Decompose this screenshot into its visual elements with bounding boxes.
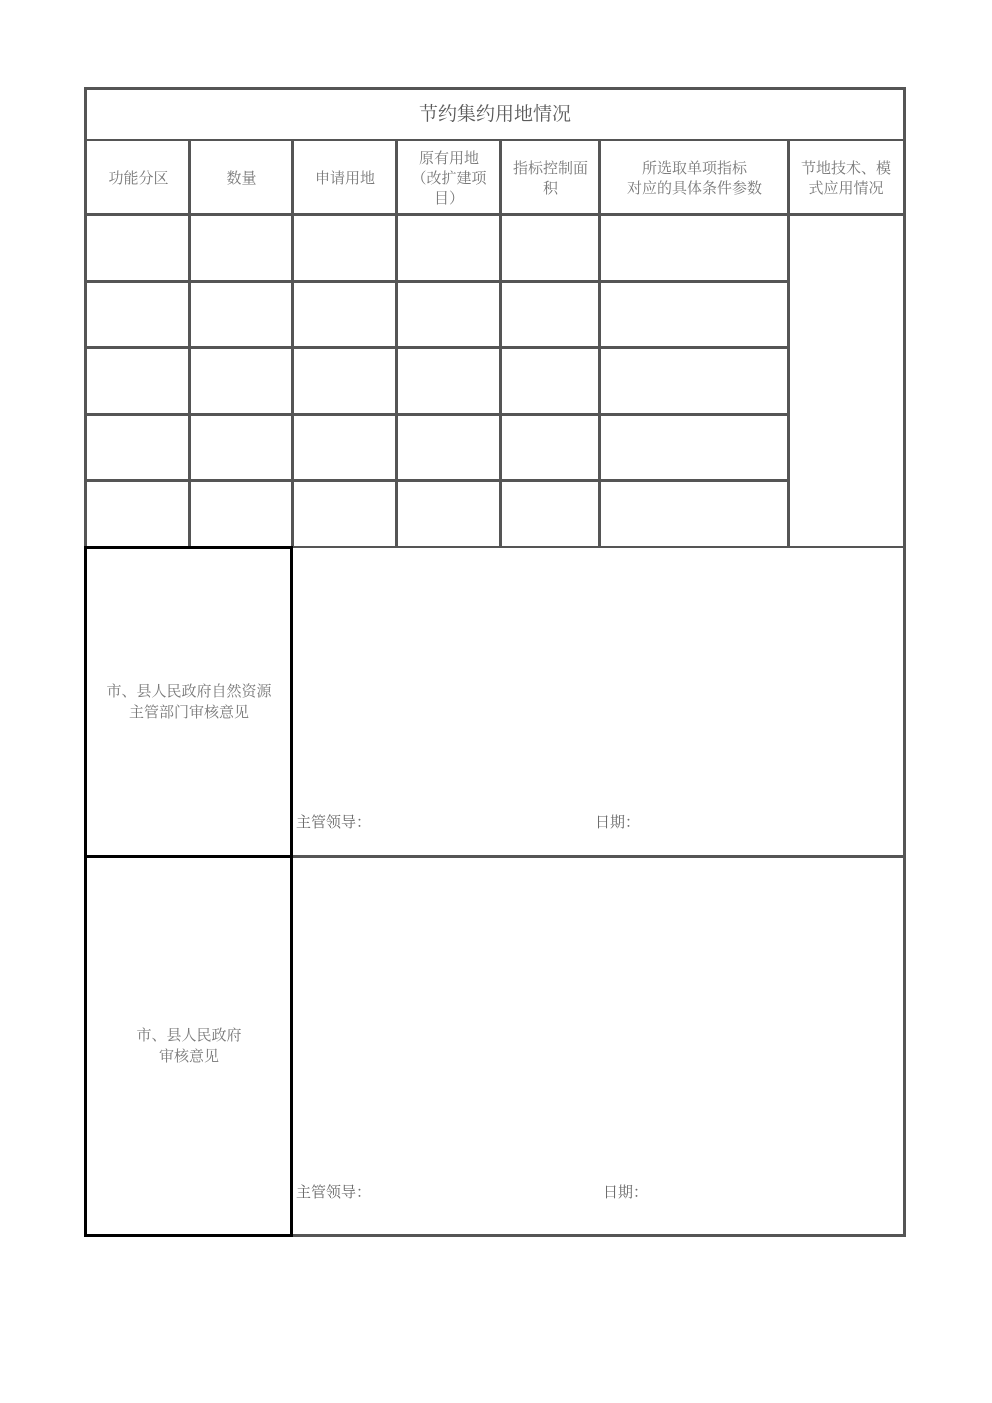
header-land-saving-tech-line2: 式应用情况 <box>808 178 884 197</box>
header-quantity <box>190 141 293 214</box>
header-indicator-area <box>501 141 600 214</box>
land-saving-tech-cell[interactable] <box>789 216 903 547</box>
header-quantity-text: 数量 <box>226 168 257 187</box>
header-requested-land <box>293 141 397 214</box>
title-divider <box>84 139 906 141</box>
label-box-natural-resources <box>84 546 293 858</box>
header-indicator-area-line1: 指标控制面 <box>512 158 588 177</box>
col-divider <box>499 140 502 548</box>
leader-label-2: 主管领导： <box>296 1183 372 1201</box>
form-title-text: 节约集约用地情况 <box>418 102 571 125</box>
header-existing-land-line1: 原有用地 <box>418 148 479 167</box>
header-condition-params <box>600 141 789 214</box>
header-condition-params-line1: 所选取单项指标 <box>641 158 747 177</box>
table-row[interactable] <box>87 415 789 479</box>
table-row[interactable] <box>87 216 789 280</box>
col-divider <box>188 140 191 548</box>
header-condition-params-line2: 对应的具体条件参数 <box>626 178 762 197</box>
table-row[interactable] <box>87 282 789 346</box>
col-divider <box>598 140 601 548</box>
review-label-government-line1: 市、县人民政府 <box>136 1026 242 1044</box>
header-existing-land <box>397 141 501 214</box>
header-land-saving-tech-line1: 节地技术、模 <box>800 158 891 177</box>
label-box-government <box>84 855 293 1237</box>
col-divider <box>395 140 398 548</box>
header-land-saving-tech <box>789 141 903 214</box>
header-existing-land-line3: 目） <box>433 188 464 207</box>
col-divider <box>291 140 294 548</box>
review-label-natural-resources-line1: 市、县人民政府自然资源 <box>106 682 272 700</box>
form-title <box>84 87 906 140</box>
border-top <box>84 87 906 90</box>
review-opinion-natural-resources[interactable] <box>293 549 903 855</box>
col-divider <box>787 140 790 548</box>
date-label-1: 日期： <box>595 813 641 831</box>
header-function-zone-text: 功能分区 <box>108 168 169 187</box>
leader-label-1: 主管领导： <box>296 813 372 831</box>
table-row[interactable] <box>87 349 789 413</box>
header-existing-land-line2: （改扩建项 <box>411 168 487 187</box>
header-divider <box>84 213 906 216</box>
table-row[interactable] <box>87 482 789 546</box>
review-label-government-line2: 审核意见 <box>158 1047 219 1065</box>
review-opinion-government[interactable] <box>293 859 903 1233</box>
land-use-form <box>84 87 906 1237</box>
header-indicator-area-line2: 积 <box>542 178 558 197</box>
border-right <box>903 87 906 1237</box>
review-label-natural-resources-line2: 主管部门审核意见 <box>128 703 249 721</box>
date-label-2: 日期： <box>603 1183 649 1201</box>
header-function-zone <box>87 141 190 214</box>
header-requested-land-text: 申请用地 <box>314 168 375 187</box>
